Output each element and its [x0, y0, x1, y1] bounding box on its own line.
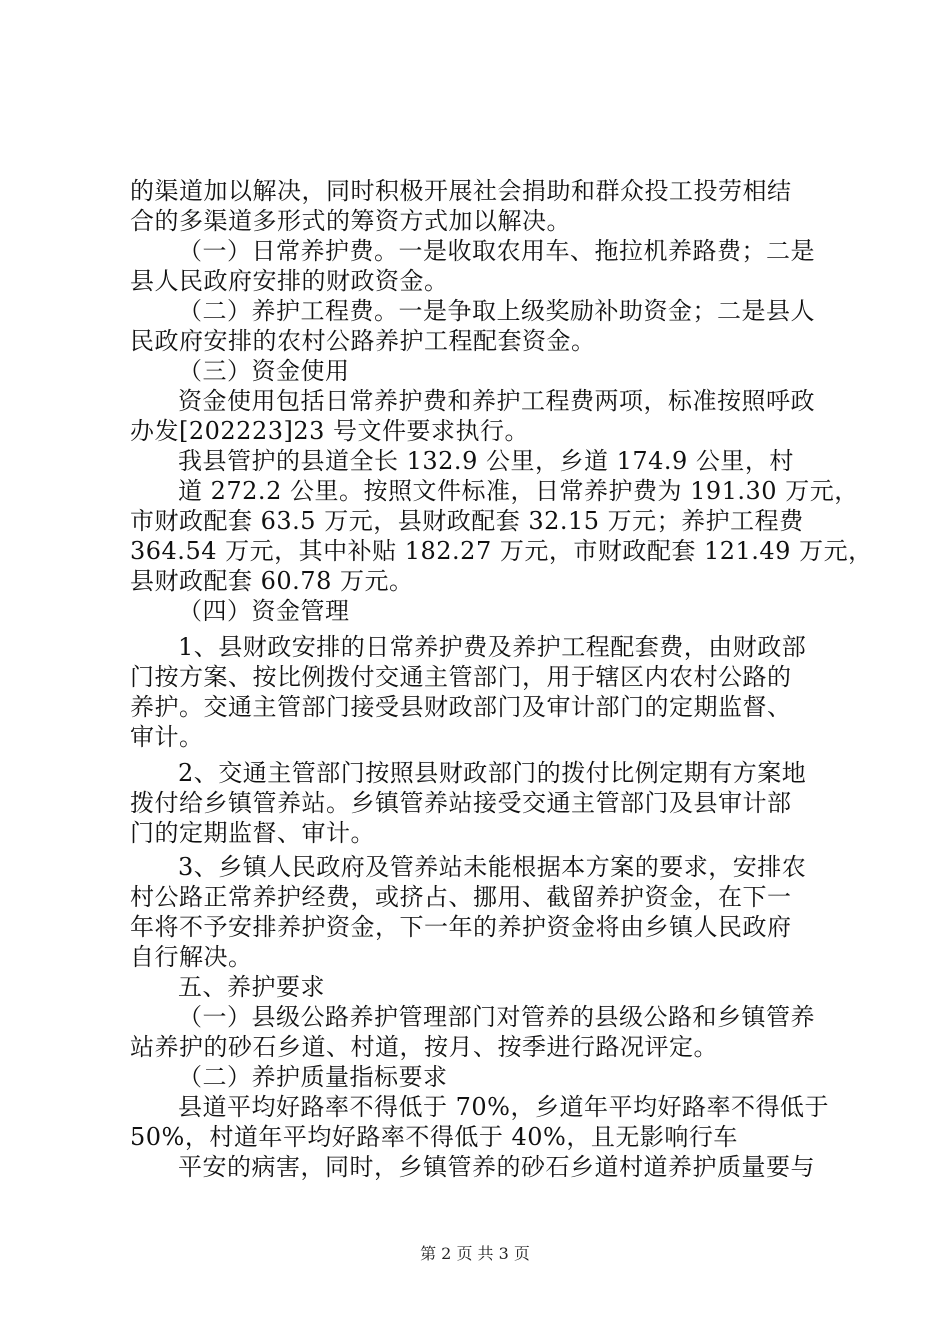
text-line: 门按方案、按比例拨付交通主管部门，用于辖区内农村公路的	[130, 663, 792, 691]
text-line: 市财政配套 63.5 万元，县财政配套 32.15 万元；养护工程费	[130, 507, 804, 535]
text-line: 道 272.2 公里。按照文件标准，日常养护费为 191.30 万元，	[178, 477, 859, 505]
text-line: 县道平均好路率不得低于 70%，乡道年平均好路率不得低于	[178, 1093, 829, 1121]
text-line: 站养护的砂石乡道、村道，按月、按季进行路况评定。	[130, 1033, 718, 1061]
text-line: 审计。	[130, 723, 204, 751]
text-line: 年将不予安排养护资金，下一年的养护资金将由乡镇人民政府	[130, 913, 792, 941]
section-heading: （三）资金使用	[178, 357, 350, 385]
text-line: 县人民政府安排的财政资金。	[130, 267, 449, 295]
text-line: 我县管护的县道全长 132.9 公里，乡道 174.9 公里，村	[178, 447, 794, 475]
text-line: 3、乡镇人民政府及管养站未能根据本方案的要求，安排农	[178, 853, 807, 881]
text-line: 2、交通主管部门按照县财政部门的拨付比例定期有方案地	[178, 759, 807, 787]
text-line: （一）县级公路养护管理部门对管养的县级公路和乡镇管养	[178, 1003, 815, 1031]
section-heading: （四）资金管理	[178, 597, 350, 625]
page-number-footer: 第 2 页 共 3 页	[420, 1244, 530, 1263]
text-line: 自行解决。	[130, 943, 253, 971]
text-line: 县财政配套 60.78 万元。	[130, 567, 414, 595]
section-heading: 五、养护要求	[178, 973, 325, 1001]
text-line: （二）养护工程费。一是争取上级奖励补助资金；二是县人	[178, 297, 815, 325]
text-line: 拨付给乡镇管养站。乡镇管养站接受交通主管部门及县审计部	[130, 789, 792, 817]
text-line: 的渠道加以解决，同时积极开展社会捐助和群众投工投劳相结	[130, 177, 792, 205]
text-line: 办发[202223]23 号文件要求执行。	[130, 417, 530, 445]
text-line: 平安的病害，同时，乡镇管养的砂石乡道村道养护质量要与	[178, 1153, 815, 1181]
section-heading: （二）养护质量指标要求	[178, 1063, 448, 1091]
text-line: 50%，村道年平均好路率不得低于 40%，且无影响行车	[130, 1123, 738, 1151]
text-line: 门的定期监督、审计。	[130, 819, 375, 847]
text-line: 1、县财政安排的日常养护费及养护工程配套费，由财政部	[178, 633, 807, 661]
text-line: 合的多渠道多形式的筹资方式加以解决。	[130, 207, 571, 235]
text-line: （一）日常养护费。一是收取农用车、拖拉机养路费；二是	[178, 237, 815, 265]
text-line: 养护。交通主管部门接受县财政部门及审计部门的定期监督、	[130, 693, 792, 721]
text-line: 民政府安排的农村公路养护工程配套资金。	[130, 327, 596, 355]
text-line: 364.54 万元，其中补贴 182.27 万元，市财政配套 121.49 万元，	[130, 537, 873, 565]
text-line: 村公路正常养护经费，或挤占、挪用、截留养护资金，在下一	[130, 883, 792, 911]
text-line: 资金使用包括日常养护费和养护工程费两项，标准按照呼政	[178, 387, 815, 415]
